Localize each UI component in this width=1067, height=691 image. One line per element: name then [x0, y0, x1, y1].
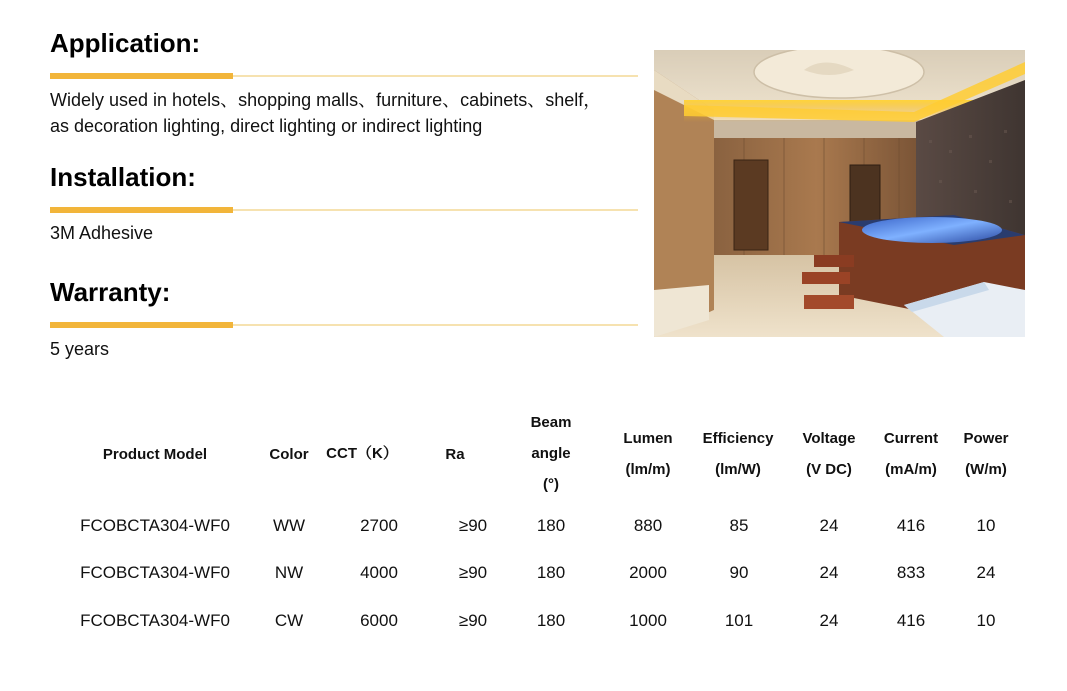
application-line-1: Widely used in hotels、shopping malls、furniture、cabinets、shelf，	[50, 90, 602, 110]
warranty-line-1: 5 years	[50, 339, 110, 359]
cell-power: 10	[976, 611, 996, 630]
cell-beam-angle: 180	[536, 516, 566, 535]
header-voltage: Voltage (V DC)	[802, 430, 856, 478]
header-cct: CCT（K）	[326, 445, 398, 462]
cell-lumen: 880	[633, 516, 663, 535]
cell-voltage: 24	[819, 563, 839, 582]
installation-heading: Installation:	[50, 162, 196, 192]
cell-model: FCOBCTA304-WF0	[80, 516, 230, 535]
cell-current: 416	[896, 611, 926, 630]
header-lumen: Lumen (lm/m)	[623, 430, 673, 478]
header-current: Current (mA/m)	[883, 430, 939, 478]
warranty-text	[50, 336, 109, 362]
spa-room-photo	[654, 50, 1025, 337]
cell-lumen: 1000	[629, 611, 667, 630]
header-power: Power (W/m)	[963, 430, 1009, 478]
cell-color: NW	[274, 563, 304, 582]
cell-current: 833	[896, 563, 926, 582]
cell-voltage: 24	[819, 611, 839, 630]
cell-ra: ≥90	[458, 516, 488, 535]
cell-lumen: 2000	[629, 563, 667, 582]
cell-cct: 2700	[360, 516, 398, 535]
cell-color: WW	[272, 516, 306, 535]
application-heading: Application:	[50, 28, 201, 58]
installation-divider	[50, 207, 638, 213]
application-text	[50, 87, 601, 139]
cell-voltage: 24	[819, 516, 839, 535]
spa-room-illustration	[654, 50, 1025, 337]
header-product-model: Product Model	[102, 446, 208, 463]
cell-ra: ≥90	[458, 563, 488, 582]
cell-ra: ≥90	[458, 611, 488, 630]
cell-color: CW	[274, 611, 304, 630]
cell-power: 10	[976, 516, 996, 535]
warranty-heading: Warranty:	[50, 277, 171, 307]
cell-efficiency: 85	[729, 516, 749, 535]
warranty-divider	[50, 322, 638, 328]
cell-power: 24	[976, 563, 996, 582]
installation-line-1: 3M Adhesive	[50, 223, 154, 243]
cell-cct: 4000	[360, 563, 398, 582]
application-line-2: as decoration lighting, direct lighting or indirect lighting	[50, 116, 483, 136]
cell-efficiency: 90	[729, 563, 749, 582]
header-ra: Ra	[445, 446, 465, 463]
application-divider	[50, 73, 638, 79]
cell-model: FCOBCTA304-WF0	[80, 563, 230, 582]
cell-model: FCOBCTA304-WF0	[80, 611, 230, 630]
header-efficiency: Efficiency (lm/W)	[702, 430, 774, 478]
header-beam-angle: Beam angle (°)	[530, 414, 572, 493]
header-color: Color	[269, 446, 309, 463]
cell-cct: 6000	[360, 611, 398, 630]
cell-current: 416	[896, 516, 926, 535]
installation-text	[50, 220, 153, 246]
cell-efficiency: 101	[724, 611, 754, 630]
cell-beam-angle: 180	[536, 563, 566, 582]
cell-beam-angle: 180	[536, 611, 566, 630]
